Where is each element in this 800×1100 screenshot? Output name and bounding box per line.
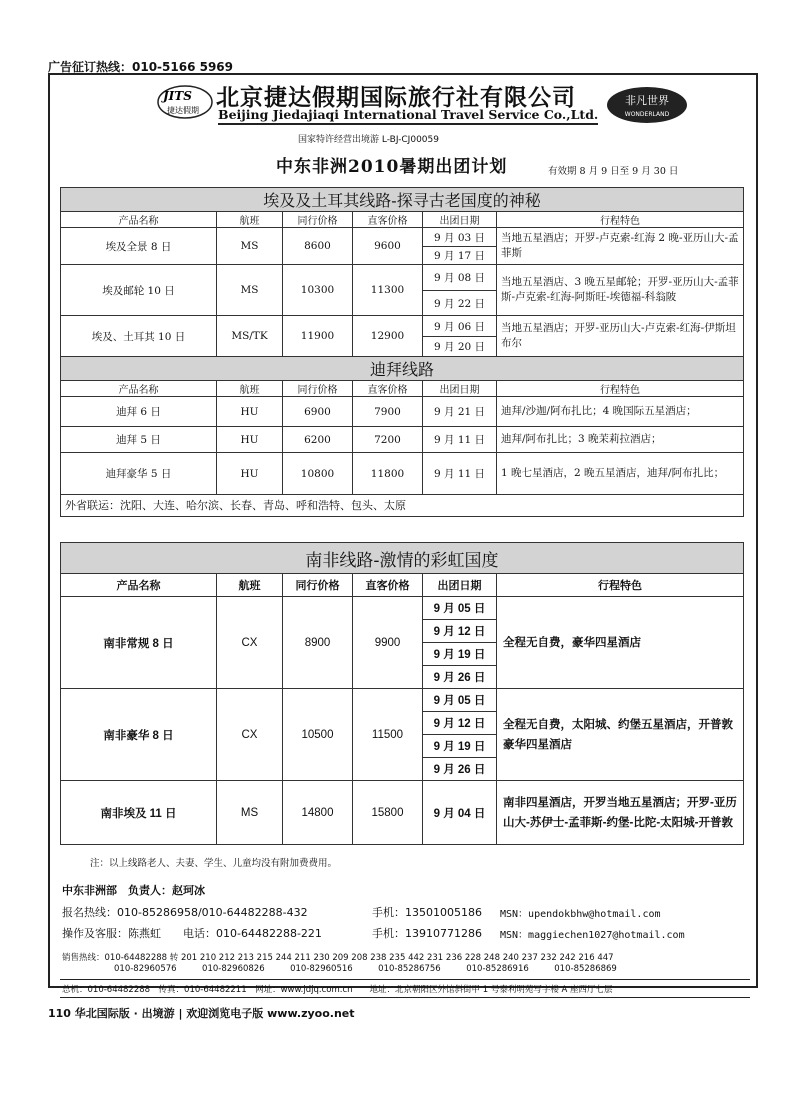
trade-price: 6900 [283,397,353,427]
department-head: 中东非洲部 负责人：赵珂冰 [62,884,205,897]
departure-date: 9 月 05 日 [423,597,497,620]
product-name: 埃及全景 8 日 [61,228,217,265]
col-header: 出团日期 [423,574,497,597]
sales-line-2: 010-82960576 010-82960826 010-82960516 010-85286756 010-85286916 010-85286869 [114,964,617,974]
departure-date: 9 月 04 日 [423,781,497,845]
departure-date: 9 月 08 日 [423,265,497,291]
note: 注：以上线路老人、夫妻、学生、儿童均没有附加费费用。 [90,858,338,869]
south-africa-table [60,542,744,845]
flight: MS [217,265,283,316]
service-msn: MSN：maggiechen1027@hotmail.com [500,930,685,941]
col-header: 直客价格 [353,212,423,228]
page-footer: 110 华北国际版 · 出境游 | 欢迎浏览电子版 www.zyoo.net [48,1007,355,1020]
col-header: 直客价格 [353,381,423,397]
col-header: 行程特色 [497,574,744,597]
departure-date: 9 月 26 日 [423,666,497,689]
validity: 有效期 8 月 9 日至 9 月 30 日 [548,166,679,177]
col-header: 产品名称 [61,212,217,228]
product-name: 迪拜 6 日 [61,397,217,427]
itinerary-feature: 南非四星酒店，开罗当地五星酒店；开罗-亚历山大-苏伊士-孟菲斯-约堡-比陀-太阳城-开普敦 [497,781,744,845]
logo-sub: 捷达假期 [167,106,199,115]
egypt-dubai-table [60,187,744,517]
departure-date: 9 月 19 日 [423,735,497,758]
col-header: 出团日期 [423,381,497,397]
product-name: 埃及邮轮 10 日 [61,265,217,316]
retail-price: 7200 [353,427,423,453]
itinerary-feature: 当地五星酒店；开罗-卢克索-红海 2 晚-亚历山大-孟菲斯 [497,228,744,265]
departure-date: 9 月 26 日 [423,758,497,781]
trade-price: 10300 [283,265,353,316]
retail-price: 12900 [353,316,423,357]
trade-price: 10800 [283,453,353,495]
retail-price: 11800 [353,453,423,495]
departure-date: 9 月 22 日 [423,291,497,316]
itinerary-feature: 当地五星酒店、3 晚五星邮轮；开罗-亚历山大-孟菲斯-卢克索-红海-阿斯旺-埃德福-科翁陂 [497,265,744,316]
flight: MS [217,228,283,265]
itinerary-feature: 全程无自费，豪华四星酒店 [497,597,744,689]
flight: HU [217,397,283,427]
plan-title: 中东非洲2010暑期出团计划 [276,157,508,177]
flight: CX [217,597,283,689]
departure-date: 9 月 03 日 [423,228,497,247]
trade-price: 11900 [283,316,353,357]
divider [60,979,750,980]
product-name: 迪拜 5 日 [61,427,217,453]
col-header: 同行价格 [283,381,353,397]
signup-msn: MSN：upendokbhw@hotmail.com [500,909,661,920]
col-header: 行程特色 [497,381,744,397]
departure-date: 9 月 12 日 [423,620,497,643]
departure-date: 9 月 21 日 [423,397,497,427]
trade-price: 8600 [283,228,353,265]
sales-line-1: 销售热线：010-64482288 转 201 210 212 213 215 244 211 230 209 208 238 235 442 231 236 228 248 240 237 232 242 216 447 [62,953,614,963]
itinerary-feature: 1 晚七星酒店，2 晚五星酒店，迪拜/阿布扎比； [497,453,744,495]
dubai-section-title: 迪拜线路 [61,357,744,381]
wonderland-logo [606,85,688,125]
ad-hotline: 广告征订热线：010-5166 5969 [48,60,234,74]
departure-date: 9 月 11 日 [423,453,497,495]
flight: CX [217,689,283,781]
company-name-en: Beijing Jiedajiaqi International Travel Service Co.,Ltd. [218,107,598,125]
flight: MS/TK [217,316,283,357]
signup-mobile: 手机：13501005186 [372,906,482,919]
departure-date: 9 月 11 日 [423,427,497,453]
product-name: 南非常规 8 日 [61,597,217,689]
safrica-section-title: 南非线路-激情的彩虹国度 [61,543,744,574]
headquarters-info: 总机：010-64482288 传真：010-64482211 网址：www.jdjq.com.cn 地址：北京朝阳区外馆斜街甲 1 号泰利明苑写字楼 A 座西厅七层 [62,985,613,995]
itinerary-feature: 迪拜/沙迦/阿布扎比；4 晚国际五星酒店； [497,397,744,427]
col-header: 直客价格 [353,574,423,597]
col-header: 出团日期 [423,212,497,228]
license-number: 国家特许经营出境游 L-BJ-CJ00059 [298,135,439,145]
departure-date: 9 月 17 日 [423,247,497,265]
itinerary-feature: 全程无自费，太阳城、约堡五星酒店，开普敦豪华四星酒店 [497,689,744,781]
departure-date: 9 月 05 日 [423,689,497,712]
departure-date: 9 月 20 日 [423,337,497,357]
service-contact: 操作及客服：陈燕虹 电话：010-64482288-221 [62,927,322,940]
flight: HU [217,453,283,495]
logo-text: JITS [163,89,192,103]
col-header: 航班 [217,381,283,397]
flight: HU [217,427,283,453]
divider [60,997,750,998]
trade-price: 6200 [283,427,353,453]
col-header: 同行价格 [283,212,353,228]
product-name: 南非埃及 11 日 [61,781,217,845]
flight: MS [217,781,283,845]
retail-price: 9600 [353,228,423,265]
trade-price: 8900 [283,597,353,689]
retail-price: 9900 [353,597,423,689]
partner-en: WONDERLAND [624,111,670,118]
jits-logo [157,84,213,120]
retail-price: 15800 [353,781,423,845]
egypt-section-title: 埃及及土耳其线路-探寻古老国度的神秘 [61,188,744,212]
itinerary-feature: 当地五星酒店；开罗-亚历山大-卢克索-红海-伊斯坦布尔 [497,316,744,357]
service-mobile: 手机：13910771286 [372,927,482,940]
departure-date: 9 月 19 日 [423,643,497,666]
departure-date: 9 月 06 日 [423,316,497,337]
retail-price: 11500 [353,689,423,781]
product-name: 迪拜豪华 5 日 [61,453,217,495]
retail-price: 7900 [353,397,423,427]
col-header: 航班 [217,574,283,597]
departure-date: 9 月 12 日 [423,712,497,735]
sales-hotlines [62,953,617,975]
col-header: 航班 [217,212,283,228]
product-name: 南非豪华 8 日 [61,689,217,781]
col-header: 同行价格 [283,574,353,597]
product-name: 埃及、土耳其 10 日 [61,316,217,357]
trade-price: 10500 [283,689,353,781]
retail-price: 11300 [353,265,423,316]
itinerary-feature: 迪拜/阿布扎比；3 晚茉莉拉酒店； [497,427,744,453]
trade-price: 14800 [283,781,353,845]
signup-hotline: 报名热线：010-85286958/010-64482288-432 [62,906,308,919]
col-header: 产品名称 [61,381,217,397]
company-name-cn: 北京捷达假期国际旅行社有限公司 [216,84,576,111]
partner-cn: 非凡世界 [625,94,669,107]
col-header: 产品名称 [61,574,217,597]
joint-transport: 外省联运：沈阳、大连、哈尔滨、长春、青岛、呼和浩特、包头、太原 [61,495,744,517]
col-header: 行程特色 [497,212,744,228]
